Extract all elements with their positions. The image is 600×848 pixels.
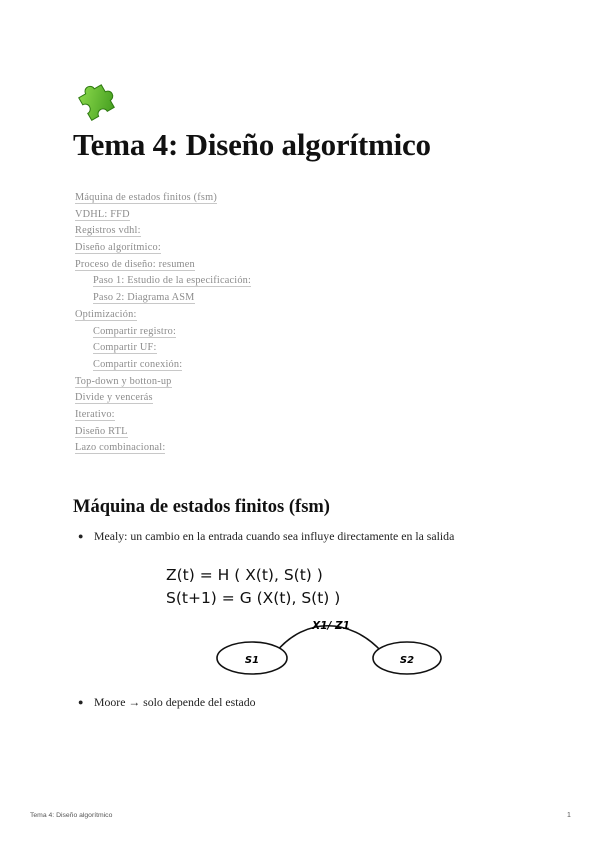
toc-item[interactable]: Divide y vencerás (75, 392, 153, 404)
toc-item[interactable]: VDHL: FFD (75, 208, 130, 220)
toc-item[interactable]: Registros vdhl: (75, 225, 141, 237)
toc-item[interactable]: Diseño algorítmico: (75, 242, 161, 254)
toc-subitem[interactable]: Paso 2: Diagrama ASM (93, 292, 195, 304)
bullet-text: Mealy: un cambio en la entrada cuando sea influye directamente en la salida (94, 529, 455, 543)
toc-item[interactable]: Lazo combinacional: (75, 442, 166, 454)
toc-subitem[interactable]: Compartir UF: (93, 342, 157, 354)
bullet-dot-icon: ● (78, 531, 84, 541)
toc-item[interactable]: Proceso de diseño: resumen (75, 258, 195, 270)
table-of-contents (75, 190, 251, 457)
transition-label: X1/ Z1 (312, 620, 350, 632)
page-number: 1 (567, 812, 571, 819)
state-diagram (210, 612, 450, 682)
footer-title: Tema 4: Diseño algorítmico (30, 812, 113, 819)
toc-subitem[interactable]: Compartir registro: (93, 325, 177, 337)
state-s1-label: S1 (244, 655, 260, 666)
state-s2-label: S2 (399, 655, 415, 666)
equation-next-state: S(t+1) = G (X(t), S(t) ) (166, 589, 341, 607)
toc-item[interactable]: Optimización: (75, 308, 137, 320)
section-heading: Máquina de estados finitos (fsm) (73, 497, 330, 517)
toc-item[interactable]: Top-down y botton-up (75, 375, 172, 387)
bullet-item (78, 695, 256, 710)
bullet-dot-icon: ● (78, 697, 84, 707)
bullet-text: Moore → solo depende del estado (94, 695, 256, 709)
toc-subitem[interactable]: Compartir conexión: (93, 358, 183, 370)
toc-item[interactable]: Iterativo: (75, 408, 115, 420)
equation-output: Z(t) = H ( X(t), S(t) ) (166, 566, 323, 584)
toc-subitem[interactable]: Paso 1: Estudio de la especificación: (93, 275, 252, 287)
toc-item[interactable]: Máquina de estados finitos (fsm) (75, 192, 217, 203)
bullet-item (78, 529, 454, 544)
puzzle-piece-icon (73, 78, 117, 122)
toc-item[interactable]: Diseño RTL (75, 425, 128, 437)
page-title: Tema 4: Diseño algorítmico (73, 127, 431, 162)
